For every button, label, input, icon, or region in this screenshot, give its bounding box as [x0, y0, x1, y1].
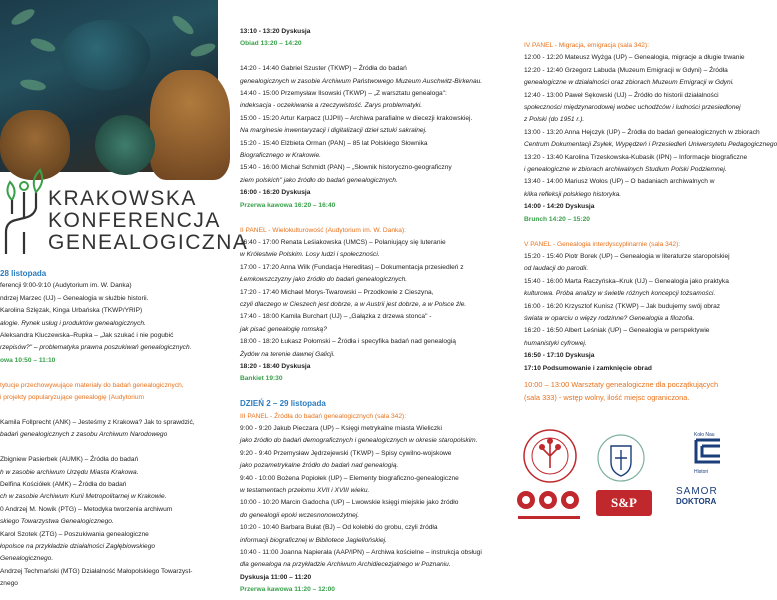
col2-line: 18:00 - 18:20 Łukasz Połomski – Źródła i specyfika badań nad genealogią — [240, 338, 456, 346]
sp-logo-text: S&P — [611, 495, 637, 510]
col2-line: Bankiet 19:30 — [240, 375, 283, 383]
title-line-3: GENEALOGICZNA — [48, 231, 249, 254]
col1-line: ndrzej Marzec (UJ) – Genealogia w służbie historii. — [0, 294, 149, 302]
col3-line: 16:00 - 16:20 Krzysztof Kunisz (TKWP) – Jak budujemy swój obraz — [524, 302, 721, 310]
col1-line: skiego Towarzystwa Genealogicznego. — [0, 518, 114, 526]
col1-line: badań genealogicznych z zasobu Archiwum Narodowego — [0, 431, 168, 439]
col3-line: Centrum Dokumentacji Zsyłek, Wypędzeń i Przesiedleń Uniwersytetu Pedagogicznego — [524, 141, 777, 149]
col2-line: Na marginesie inwentaryzacji i digitalizacji dzieł sztuki sakralnej. — [240, 127, 427, 135]
col1-line: Aleksandra Kluczewska–Rupka – „Jak szukać i nie pogubić — [0, 332, 174, 340]
kolo-naukowe-logo — [694, 432, 720, 480]
col1-line — [0, 367, 226, 379]
col3-line: V PANEL - Genealogia interdyscyplinarnie (sala 342): — [524, 240, 681, 248]
university-crest-logo — [596, 432, 646, 484]
col1-line: Kamila Follprecht (ANK) – Jesteśmy z Krakowa? Jak to sprawdzić, — [0, 418, 195, 426]
col2-line: Obiad 13:20 – 14:20 — [240, 40, 302, 48]
sp-logo — [596, 490, 652, 516]
col1-line: i projekty popularyzujące genealogię (Audytorium — [0, 394, 145, 402]
col3-line: od laudacji do parodii. — [524, 265, 589, 273]
col2-line: 17:40 - 18:00 Kamila Burchart (UJ) – „Gałązka z drzewa stonca" - — [240, 313, 432, 321]
title-line-2: KONFERENCJA — [48, 209, 221, 232]
col3-line: 12:00 - 12:20 Mateusz Wyżga (UP) – Genealogia, migracje a długie trwanie — [524, 54, 745, 62]
col1-line: Karol Szotek (ZTG) – Poszukiwania genealogiczne — [0, 530, 149, 538]
title-line-1: KRAKOWSKA — [48, 187, 197, 210]
col2-line: 10:20 - 10:40 Barbara Bułat (BJ) – Od kolebki do grobu, czyli źródła — [240, 524, 438, 532]
conference-title — [48, 188, 248, 254]
sponsor-logos — [512, 424, 720, 600]
col1-line — [0, 442, 226, 454]
col2-line: III PANEL - Źródła do badań genealogicznych (sala 342): — [240, 412, 407, 420]
col2-line: 18:20 - 18:40 Dyskusja — [240, 362, 311, 370]
conference-logo — [0, 160, 249, 265]
col1-line: Zbigniew Pasierbek (AUMK) – Źródła do badań — [0, 456, 139, 464]
workshop-line-1: 10:00 – 13:00 Warsztaty genealogiczne dla początkujących — [524, 380, 719, 389]
col2-line: Łemkowszczyzny jako źródło do badań genealogicznych. — [240, 276, 408, 284]
program-column-2 — [240, 26, 502, 597]
tree-logo-icon — [0, 162, 48, 262]
col1-line: alogie. Rynek usług i produktów genealogicznych. — [0, 319, 146, 327]
col2-line: 13:10 - 13:20 Dyskusja — [240, 28, 311, 35]
col1-line: 0 Andrzej M. Nowik (PTG) – Metodyka tworzenia archiwum — [0, 505, 173, 513]
col2-line: 9:40 - 10:00 Bożena Popiołek (UP) – Elementy biograficzno-genealogiczne — [240, 474, 459, 482]
col2-line: Przerwa kawowa 11:20 – 12:00 — [240, 586, 335, 594]
col3-line: 17:10 Podsumowanie i zamknięcie obrad — [524, 364, 652, 372]
col3-line: 13:00 - 13:20 Anna Hejczyk (UP) – Źródła do badań genealogicznych w zbiorach — [524, 128, 760, 136]
col2-line: 15:40 - 16:00 Michał Schmidt (PAN) – „Słownik historyczno-geograficzny — [240, 164, 452, 172]
col3-line: 13:40 - 14:00 Mariusz Wołos (UP) – O badaniach archiwalnych w — [524, 178, 715, 186]
kolo-mark-icon — [694, 438, 720, 464]
col2-line: dla genealoga na przykładzie Archiwum Archidiecezjalnego w Poznaniu. — [240, 561, 451, 569]
col1-line: ferencji 9:00-9:10 (Audytorium im. W. Danka) — [0, 282, 132, 290]
samorzad-subtext: DOKTORA — [676, 497, 717, 506]
tkp-seal-logo — [522, 428, 578, 484]
col1-line: Andrzej Techmański (MTG) Działalność Małopolskiego Towarzyst- — [0, 567, 193, 575]
col2-line: DZIEŃ 2 – 29 listopada — [240, 399, 326, 409]
col2-line: 15:20 - 15:40 Elżbieta Orman (PAN) – 85 lat Polskiego Słownika — [240, 139, 428, 147]
program-column-3 — [524, 40, 777, 375]
col3-line — [524, 226, 720, 238]
col3-line: Brunch 14:20 – 15:20 — [524, 215, 590, 223]
col2-line: w Królestwie Polskim. Losy ludzi i społeczności. — [240, 251, 380, 259]
col2-line: jak pisać genealogię romską? — [240, 325, 327, 333]
col3-line: 16:50 - 17:10 Dyskusja — [524, 352, 595, 360]
col2-line: informacji biograficznej w Bibliotece Jagiellońskiej. — [240, 536, 387, 544]
col3-line: 13:20 - 13:40 Karolina Trzeskowska-Kubasik (IPN) – Informacje biograficzne — [524, 153, 748, 161]
col3-line: 16:20 - 16:50 Albert Leśniak (UP) – Genealogia w perspektywie — [524, 327, 710, 335]
col3-line: 15:20 - 15:40 Piotr Borek (UP) – Genealogia w literaturze staropolskiej — [524, 252, 730, 260]
col1-line: 28 listopada — [0, 269, 47, 278]
col2-line: w testamentach przełomu XVII i XVIII wieku. — [240, 487, 370, 495]
col2-line: czyli dlaczego w Cieszech jest dobrze, a w Austrii jest dobrze, a w Polsce źle. — [240, 300, 467, 308]
col2-line: Przerwa kawowa 16:20 – 16:40 — [240, 201, 336, 209]
col3-line: genealogiczne w działalności oraz zbiorach Muzeum Emigracji w Gdyni. — [524, 79, 734, 87]
col2-line: 17:20 - 17:40 Michael Morys-Twarowski – Przodkowie z Cieszyna, — [240, 288, 434, 296]
col2-line: genealogicznych w zasobie Archiwum Państwowego Muzeum Auschwitz-Birkenau. — [240, 77, 483, 85]
header-painting — [0, 0, 218, 172]
col3-line: społeczności międzynarodowej wobec uchodźców i ludności przesiedlonej — [524, 104, 741, 112]
col3-line: IV PANEL - Migracja, emigracja (sala 342): — [524, 42, 649, 49]
col2-line: jako źródło do badań demograficznych i genealogicznych w okresie staropolskim. — [240, 437, 478, 445]
col1-line: Genealogicznego. — [0, 555, 54, 563]
col1-line: Delfina Kościółek (AMK) – Źródła do badań — [0, 480, 127, 488]
col1-line: ch w zasobie Archiwum Kurii Metropolitarnej w Krakowie. — [0, 493, 167, 501]
col1-line: h w zasobie archiwum Urzędu Miasta Krakowa. — [0, 468, 139, 476]
col3-line: i genealogiczne w zbiorach archiwalnych Studium Polski Podziemnej. — [524, 166, 727, 174]
col2-line: 17:00 - 17:20 Anna Wilk (Fundacja Hereditas) – Dokumentacja przesiedleń z — [240, 263, 464, 271]
col2-line: 9:00 - 9:20 Jakub Pieczara (UP) – Księgi metrykalne miasta Wieliczki — [240, 425, 442, 432]
col1-line: Karolina Szlęzak, Kinga Urbańska (TKWP/YRIP) — [0, 307, 143, 315]
program-column-1 — [0, 268, 226, 591]
col3-line: 12:40 - 13:00 Paweł Sękowski (UJ) – Źródło do historii działalności — [524, 91, 719, 99]
samorzad-text: SAMOR — [676, 486, 718, 497]
col1-line: znego — [0, 580, 18, 588]
col3-line: 15:40 - 16:00 Marta Raczyńska–Kruk (UJ) – Genealogia jako praktyka — [524, 277, 729, 285]
col1-line — [0, 404, 226, 416]
col2-line: ziem polskich" jako źródło do badań genealogicznych. — [240, 176, 398, 184]
col2-line: 10:40 - 11:00 Joanna Napierała (AAP/IPN) – Archiwa kościelne – instrukcja obsługi — [240, 549, 482, 557]
samorzad-logo — [676, 486, 720, 506]
col2-line: Biograficznego w Krakowie. — [240, 152, 321, 160]
col2-line: II PANEL - Wielokulturowość (Audytorium im. W. Danka): — [240, 226, 406, 234]
col1-line: łopolsce na przykładzie działalności Zagłębiowskiego — [0, 542, 156, 550]
col1-line: owa 10:50 – 11:10 — [0, 356, 56, 364]
col2-line: 10:00 - 10:20 Marcin Gadocha (UP) – Lwowskie księgi miejskie jako źródło — [240, 499, 459, 507]
kolo-text: Koło Nau — [694, 432, 715, 438]
col2-line: jako pozametrykalne źródło do badań nad genealogią. — [240, 462, 399, 470]
folk-ornament-logo — [514, 486, 584, 522]
col3-line: 14:00 - 14:20 Dyskusja — [524, 203, 595, 211]
col2-line — [240, 386, 502, 398]
col2-line: 9:20 - 9:40 Przemysław Jędrzejewski (TKWP) – Spisy cywilno-wojskowe — [240, 449, 452, 457]
col3-line: z Polski (do 1951 r.). — [524, 116, 585, 124]
col2-line: 14:20 - 14:40 Gabriel Szuster (TKWP) – Źródła do badań — [240, 65, 407, 73]
col1-line: tytucje przechowywujące materiały do badań genealogicznych, — [0, 381, 184, 389]
col2-line: Żydów na terenie dawnej Galicji. — [240, 350, 335, 358]
col2-line: 16:00 - 16:20 Dyskusja — [240, 189, 311, 197]
col3-line: kulturowa. Próba analizy w świetle różnych koncepcji tożsamości. — [524, 290, 716, 298]
col2-line: Dyskusja 11:00 – 11:20 — [240, 573, 312, 581]
col3-line: świata w oparciu o więzy rodzinne? Genealogia a filozofia. — [524, 314, 695, 322]
col2-line — [240, 51, 502, 63]
col3-line: humanistyki cyfrowej. — [524, 339, 587, 347]
col2-line: indeksacja - oczekiwania a rzeczywistość. Zarys problematyki. — [240, 102, 423, 110]
col3-line: kilka refleksji polskiego historyka. — [524, 190, 622, 198]
kolo-subtext: Histori — [694, 469, 709, 475]
workshop-line-2: (sala 333) - wstęp wolny, ilość miejsc ograniczona. — [524, 393, 690, 402]
col2-line: 16:40 - 17:00 Renata Leśiakowska (UMCS) – Polaniujący się luteranie — [240, 238, 446, 246]
col1-line: rzepisów?" – problematyka prawna poszukiwań genealogicznych. — [0, 344, 192, 352]
col2-line — [240, 212, 502, 224]
col2-line: do genealogii epoki wczesnonowożytnej. — [240, 511, 360, 519]
col3-line: 12:20 - 12:40 Grzegorz Labuda (Muzeum Emigracji w Gdyni) – Źródła — [524, 66, 728, 74]
col2-line: 15:00 - 15:20 Artur Karpacz (UJPII) – Archiwa parafialne w diecezji krakowskiej. — [240, 114, 473, 122]
col2-line: 14:40 - 15:00 Przemysław Ilsowski (TKWP) – „Z warsztatu genealoga": — [240, 90, 447, 98]
workshop-notice — [524, 378, 720, 404]
